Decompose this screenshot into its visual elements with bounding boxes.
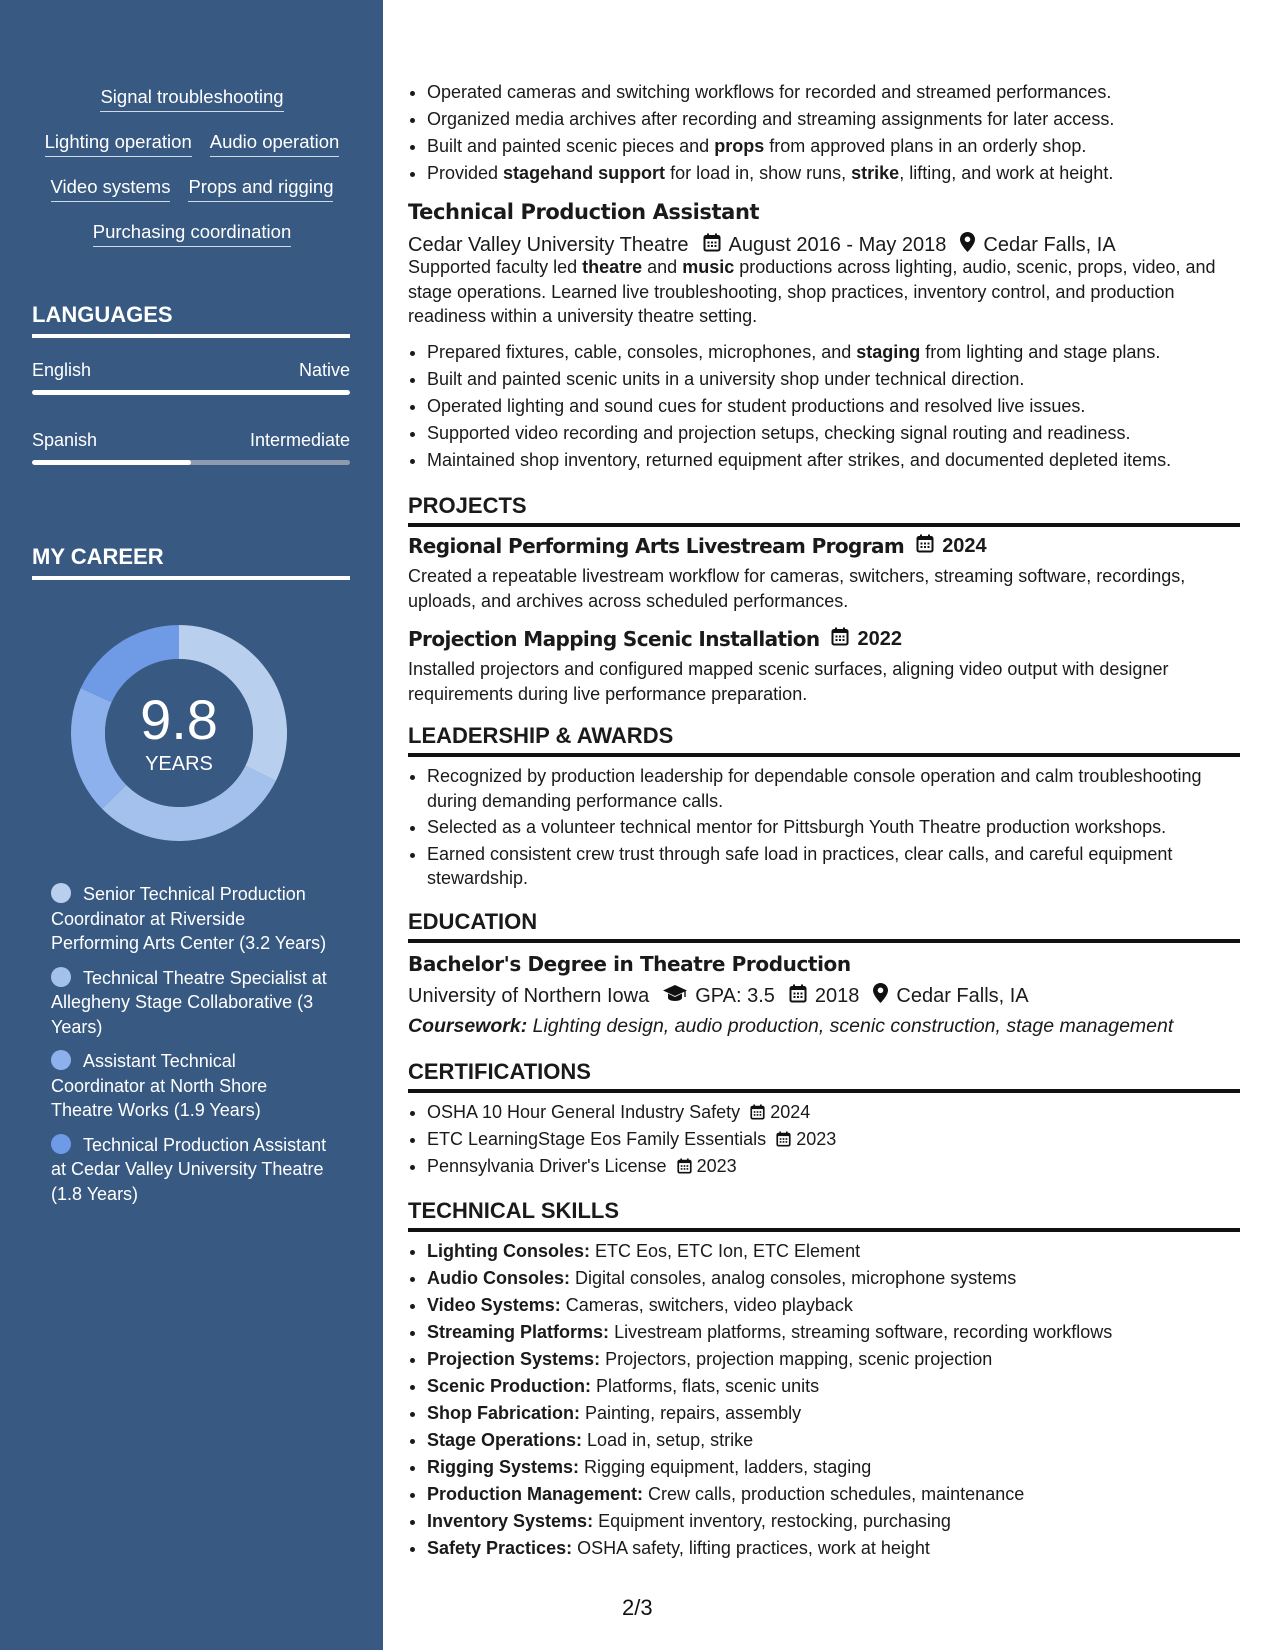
location-pin-icon — [873, 983, 888, 1009]
skill-item — [427, 1319, 1240, 1346]
skill-value: Platforms, flats, scenic units — [596, 1376, 820, 1396]
career-text: Senior Technical Production Coordinator at Riverside Performing Arts Center (3.2 Years) — [51, 884, 327, 953]
legend-dot — [51, 883, 71, 903]
skill-label: Audio Consoles: — [427, 1268, 570, 1288]
school-name: University of Northern Iowa — [408, 984, 650, 1007]
legend-dot — [51, 1050, 71, 1070]
skill-value: OSHA safety, lifting practices, work at height — [577, 1538, 930, 1558]
career-text: Technical Production Assistant at Cedar Valley University Theatre (1.8 Years) — [51, 1134, 327, 1204]
job-company: Cedar Valley University Theatre — [408, 233, 689, 256]
job-bullets — [408, 339, 1240, 474]
bullet-keyword: strike — [851, 163, 900, 183]
gpa: GPA: 3.5 — [695, 984, 775, 1007]
school-location: Cedar Falls, IA — [896, 984, 1029, 1007]
technical-skills-ul — [408, 1238, 1240, 1562]
bullet-text: Organized media archives after recording and streaming assignments for later access. — [427, 109, 1115, 129]
calendar-icon — [916, 534, 934, 558]
graduation-cap-icon — [663, 984, 687, 1008]
coursework — [408, 1014, 1228, 1039]
project-title-row — [408, 534, 987, 558]
experience-prev-bullets — [408, 79, 1240, 187]
certification-name: OSHA 10 Hour General Industry Safety — [427, 1102, 741, 1122]
skill-label: Inventory Systems: — [427, 1511, 594, 1531]
job-location: Cedar Falls, IA — [983, 233, 1116, 256]
bullet-text: Built and painted scenic units in a university shop under technical direction. — [427, 369, 1025, 389]
bullet-text: Built and painted scenic pieces and — [427, 136, 715, 156]
skill-item — [427, 1265, 1240, 1292]
bullet — [427, 393, 1240, 420]
language-name: English — [32, 360, 92, 380]
bullet — [427, 133, 1240, 160]
calendar-icon — [831, 627, 849, 651]
career-item — [51, 882, 331, 956]
skill-label: Safety Practices: — [427, 1538, 573, 1558]
skill-row — [32, 176, 352, 221]
language-level: Intermediate — [249, 430, 350, 450]
skill-item — [427, 1427, 1240, 1454]
language-english — [32, 359, 350, 395]
project-year: 2022 — [857, 627, 902, 650]
calendar-icon — [776, 1129, 791, 1149]
skill-tag: Purchasing coordination — [93, 221, 292, 247]
language-level: Native — [298, 360, 350, 380]
skill-label: Production Management: — [427, 1484, 644, 1504]
project-title: Projection Mapping Scenic Installation — [408, 627, 820, 651]
legend-dot — [51, 1134, 71, 1154]
coursework-label: Coursework: — [408, 1015, 528, 1037]
bullet-keyword: staging — [856, 342, 921, 362]
bullet — [427, 339, 1240, 366]
certification-year: 2023 — [696, 1156, 737, 1176]
skill-item — [427, 1481, 1240, 1508]
legend-dot — [51, 967, 71, 987]
bullet-text: from approved plans in an orderly shop. — [764, 136, 1087, 156]
bullet: • Selected as a volunteer technical mentor for Pittsburgh Youth Theatre production workshops. — [427, 815, 1240, 840]
bullet-text: Provided — [427, 163, 504, 183]
skill-item — [427, 1238, 1240, 1265]
bullet — [427, 366, 1240, 393]
skill-value: Rigging equipment, ladders, staging — [584, 1457, 872, 1477]
education-meta — [408, 983, 1029, 1009]
certification-item — [427, 1153, 1240, 1180]
career-text: Assistant Technical Coordinator at North Shore Theatre Works (1.9 Years) — [51, 1051, 268, 1120]
certification-name: Pennsylvania Driver's License — [427, 1156, 667, 1176]
projects-heading: PROJECTS — [408, 493, 1240, 527]
certification-item — [427, 1126, 1240, 1153]
calendar-icon — [703, 233, 721, 258]
project-title: Regional Performing Arts Livestream Program — [408, 534, 905, 558]
skill-value: Digital consoles, analog consoles, microphone systems — [575, 1268, 1017, 1288]
bullet — [427, 160, 1240, 187]
language-bar-fill — [32, 390, 350, 395]
leadership-list — [408, 764, 1240, 891]
languages-heading: LANGUAGES — [32, 302, 350, 338]
certifications-list — [408, 1099, 1240, 1180]
sidebar — [0, 0, 383, 1650]
education-heading: EDUCATION — [408, 909, 1240, 943]
skill-label: Scenic Production: — [427, 1376, 592, 1396]
certification-name: ETC LearningStage Eos Family Essentials — [427, 1129, 767, 1149]
skill-value: Equipment inventory, restocking, purchasing — [598, 1511, 951, 1531]
bullet-text: Prepared fixtures, cable, consoles, microphones, and — [427, 342, 857, 362]
summary-keyword: theatre — [582, 257, 643, 277]
summary-text: and — [642, 257, 683, 277]
skill-tag: Lighting operation — [45, 131, 192, 157]
leadership-heading: LEADERSHIP & AWARDS — [408, 723, 1240, 757]
skill-item — [427, 1454, 1240, 1481]
language-bar — [32, 460, 350, 465]
skill-value: Cameras, switchers, video playback — [565, 1295, 853, 1315]
skill-tag: Video systems — [51, 176, 171, 202]
skill-value: Painting, repairs, assembly — [585, 1403, 802, 1423]
degree-title: Bachelor's Degree in Theatre Production — [408, 952, 851, 976]
project-title-row — [408, 627, 902, 651]
bullet-text: Operated lighting and sound cues for student productions and resolved live issues. — [427, 396, 1086, 416]
summary-text: productions across lighting, audio, scenic, props, video, and stage operations. Learned live troubleshooting, shop practices, inventory control, and production readiness within a university theatre setting. — [408, 257, 1216, 326]
skill-value: Projectors, projection mapping, scenic projection — [605, 1349, 993, 1369]
bullet — [427, 106, 1240, 133]
skill-item — [427, 1292, 1240, 1319]
language-bar — [32, 390, 350, 395]
skill-value: Crew calls, production schedules, maintenance — [648, 1484, 1025, 1504]
bullet-text: , lifting, and work at height. — [899, 163, 1114, 183]
language-name: Spanish — [32, 430, 98, 450]
bullet-text: Operated cameras and switching workflows for recorded and streamed performances. — [427, 82, 1112, 102]
career-total: 9.8 — [140, 688, 218, 751]
skill-label: Video Systems: — [427, 1295, 561, 1315]
technical-skills-heading: TECHNICAL SKILLS — [408, 1198, 1240, 1232]
project-year: 2024 — [942, 534, 987, 557]
career-item — [51, 966, 331, 1040]
bullet-text: Supported video recording and projection setups, checking signal routing and readiness. — [427, 423, 1131, 443]
graduation-year: 2018 — [814, 984, 860, 1007]
skill-tag: Audio operation — [210, 131, 340, 157]
skill-item — [427, 1346, 1240, 1373]
skill-item — [427, 1508, 1240, 1535]
certifications-heading: CERTIFICATIONS — [408, 1059, 1240, 1093]
project-description: Created a repeatable livestream workflow for cameras, switchers, streaming software, recordings, uploads, and archives across scheduled performances. — [408, 566, 1186, 611]
skill-tags — [32, 86, 352, 266]
career-donut-chart — [66, 620, 292, 846]
skill-value: Livestream platforms, streaming software, recording workflows — [614, 1322, 1113, 1342]
summary-keyword: music — [682, 257, 735, 277]
bullet-text: from lighting and stage plans. — [920, 342, 1161, 362]
bullet-text: for load in, show runs, — [665, 163, 852, 183]
skill-item — [427, 1400, 1240, 1427]
page-number: 2/3 — [622, 1595, 653, 1620]
skill-label: Rigging Systems: — [427, 1457, 580, 1477]
calendar-icon — [677, 1156, 692, 1176]
bullet: • Recognized by production leadership for dependable console operation and calm troubleshooting during demanding performance calls. — [427, 764, 1240, 813]
skill-item — [427, 1535, 1240, 1562]
bullet — [427, 447, 1240, 474]
certification-year: 2024 — [770, 1102, 811, 1122]
summary-text: Supported faculty led — [408, 257, 583, 277]
skill-label: Lighting Consoles: — [427, 1241, 590, 1261]
skill-tag: Props and rigging — [188, 176, 333, 202]
career-heading: MY CAREER — [32, 544, 350, 580]
skill-label: Shop Fabrication: — [427, 1403, 580, 1423]
career-item — [51, 1049, 331, 1123]
bullet-keyword: stagehand support — [503, 163, 666, 183]
bullet-text: Maintained shop inventory, returned equipment after strikes, and documented depleted items. — [427, 450, 1172, 470]
main-content — [408, 0, 1240, 1650]
skill-label: Projection Systems: — [427, 1349, 601, 1369]
calendar-icon — [750, 1102, 765, 1122]
skill-row — [32, 86, 352, 131]
project-description: Installed projectors and configured mapped scenic surfaces, aligning video output with designer requirements during live performance preparation. — [408, 659, 1169, 704]
language-spanish — [32, 429, 350, 465]
skill-value: Load in, setup, strike — [587, 1430, 754, 1450]
bullet — [427, 79, 1240, 106]
job-summary — [408, 255, 1228, 329]
skill-row — [32, 131, 352, 176]
skill-label: Stage Operations: — [427, 1430, 583, 1450]
calendar-icon — [789, 984, 807, 1009]
language-bar-fill — [32, 460, 191, 465]
coursework-text: Lighting design, audio production, scenic construction, stage management — [532, 1015, 1174, 1037]
career-text: Technical Theatre Specialist at Allegheny Stage Collaborative (3 Years) — [51, 967, 327, 1037]
job-title: Technical Production Assistant — [408, 200, 760, 224]
bullet: • Earned consistent crew trust through safe load in practices, clear calls, and careful equipment stewardship. — [427, 842, 1240, 891]
job-dates: August 2016 - May 2018 — [728, 233, 947, 256]
skill-item — [427, 1373, 1240, 1400]
skill-label: Streaming Platforms: — [427, 1322, 610, 1342]
skill-value: ETC Eos, ETC Ion, ETC Element — [595, 1241, 861, 1261]
certification-year: 2023 — [796, 1129, 837, 1149]
technical-skills-list — [408, 1238, 1240, 1562]
career-list — [51, 882, 331, 1216]
career-unit: YEARS — [145, 753, 213, 775]
certification-item — [427, 1099, 1240, 1126]
skill-tag: Signal troubleshooting — [100, 86, 283, 112]
bullet-keyword: props — [714, 136, 765, 156]
career-item — [51, 1133, 331, 1207]
skill-row — [32, 221, 352, 266]
bullet — [427, 420, 1240, 447]
